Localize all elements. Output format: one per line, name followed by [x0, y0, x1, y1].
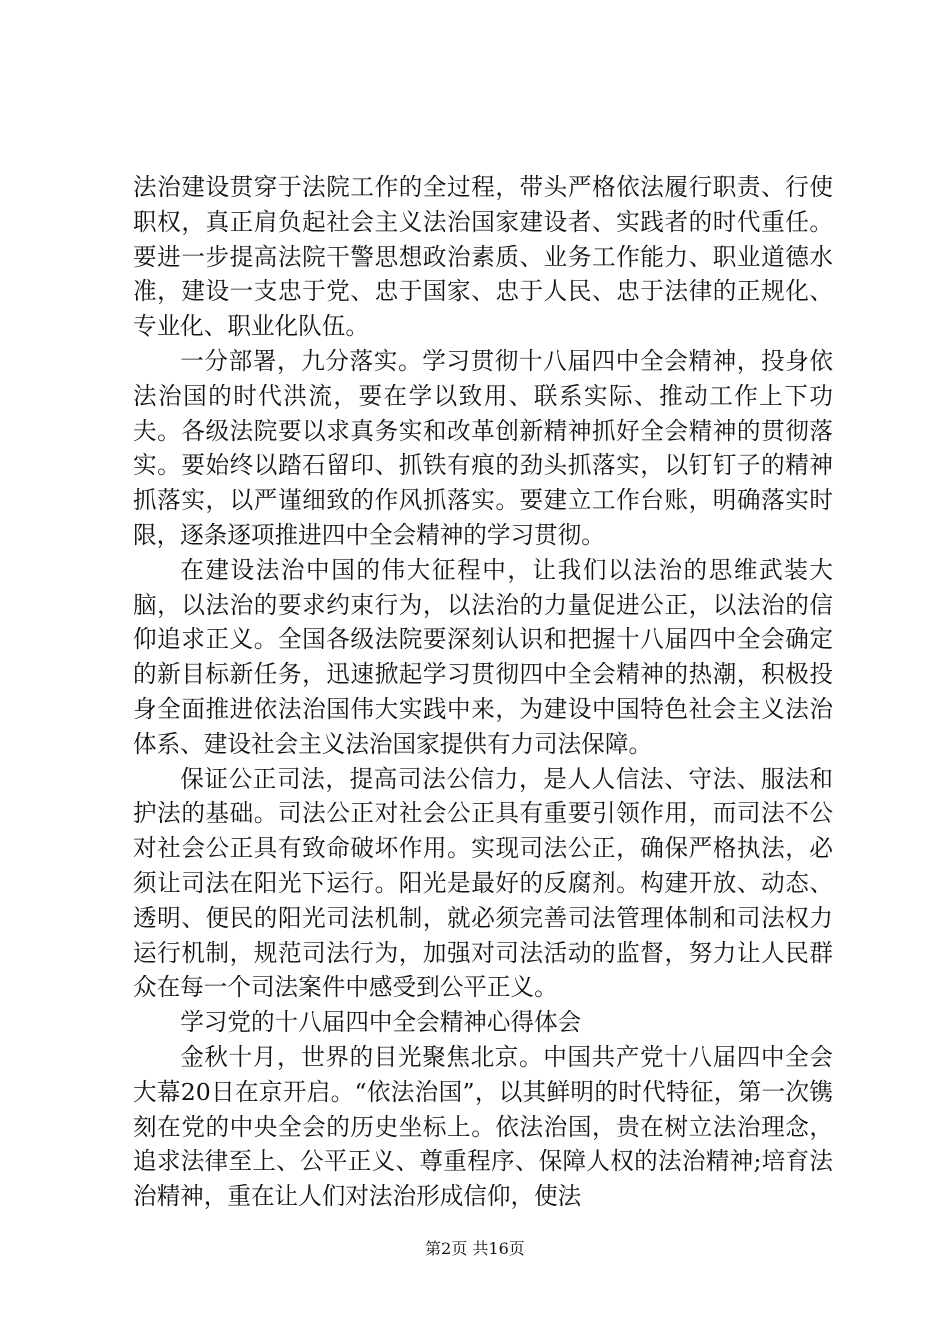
paragraph-golden-autumn: 金秋十月，世界的目光聚焦北京。中国共产党十八届四中全会大幕20日在京开启。“依法治国”，以其鲜明的时代特征，第一次镌刻在党的中央全会的历史坐标上。依法治国，贵在树立法治理念，追求法律至上、公平正义、尊重程序、保障人权的法治精神;培育法治精神，重在让人们对法治形成信仰，使法	[133, 1042, 833, 1211]
paragraph-rule-of-law-china: 在建设法治中国的伟大征程中，让我们以法治的思维武装大脑，以法治的要求约束行为，以法治的力量促进公正，以法治的信仰追求正义。全国各级法院要深刻认识和把握十八届四中全会确定的新目标新任务，迅速掀起学习贯彻四中全会精神的热潮，积极投身全面推进依法治国伟大实践中来，为建设中国特色社会主义法治体系、建设社会主义法治国家提供有力司法保障。	[133, 555, 833, 758]
paragraph-continuation: 法治建设贯穿于法院工作的全过程，带头严格依法履行职责、行使职权，真正肩负起社会主义法治国家建设者、实践者的时代重任。要进一步提高法院干警思想政治素质、业务工作能力、职业道德水准，建设一支忠于党、忠于国家、忠于人民、忠于法律的正规化、专业化、职业化队伍。	[133, 173, 833, 341]
section-title: 学习党的十八届四中全会精神心得体会	[180, 1008, 582, 1037]
document-body	[133, 170, 833, 1214]
paragraph-judicial-fairness: 保证公正司法，提高司法公信力，是人人信法、守法、服法和护法的基础。司法公正对社会公正具有重要引领作用，而司法不公对社会公正具有致命破坏作用。实现司法公正，确保严格执法，必须让司法在阳光下运行。阳光是最好的反腐剂。构建开放、动态、透明、便民的阳光司法机制，就必须完善司法管理体制和司法权力运行机制，规范司法行为，加强对司法活动的监督，努力让人民群众在每一个司法案件中感受到公平正义。	[133, 764, 833, 1002]
paragraph-implementation: 一分部署，九分落实。学习贯彻十八届四中全会精神，投身依法治国的时代洪流，要在学以致用、联系实际、推动工作上下功夫。各级法院要以求真务实和改革创新精神抓好全会精神的贯彻落实。要始终以踏石留印、抓铁有痕的劲头抓落实，以钉钉子的精神抓落实，以严谨细致的作风抓落实。要建立工作台账，明确落实时限，逐条逐项推进四中全会精神的学习贯彻。	[133, 346, 833, 549]
page-footer: 第2页 共16页	[425, 1239, 525, 1258]
